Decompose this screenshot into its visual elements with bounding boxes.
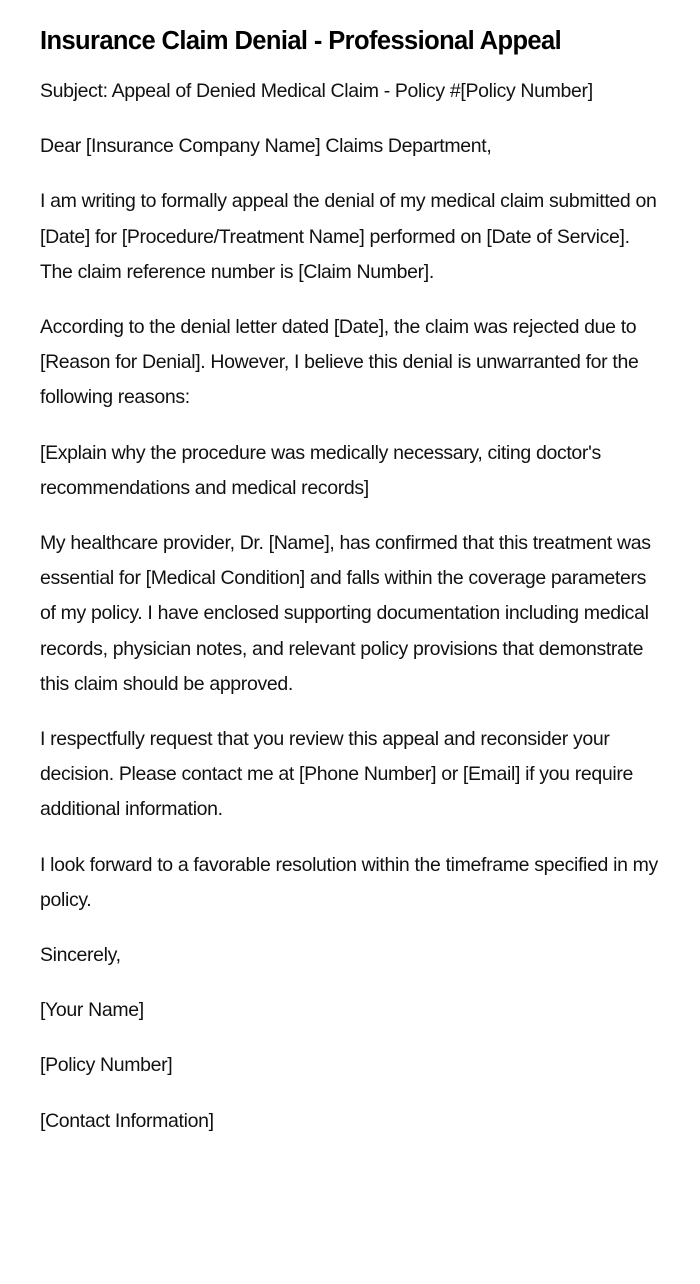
signature-contact-info: [Contact Information] [40, 1109, 214, 1132]
body-paragraph-denial-reason: According to the denial letter dated [Date], the claim was rejected due to [Reason for Denial]. However, I believe this denial is unwarranted for the following reasons: [40, 316, 639, 409]
document-title: Insurance Claim Denial - Professional Appeal [40, 27, 562, 55]
subject-line: Subject: Appeal of Denied Medical Claim - Policy #[Policy Number] [40, 80, 593, 102]
body-paragraph-request: I respectfully request that you review this appeal and reconsider your decision. Please contact me at [Phone Number] or [Email] if you require additional information. [40, 728, 633, 821]
signature-name: [Your Name] [40, 999, 144, 1022]
body-paragraph-provider: My healthcare provider, Dr. [Name], has confirmed that this treatment was essential for [Medical Condition] and falls within the coverage parameters of my policy. I have enclosed supporting documentation including medical records, physician notes, and relevant policy provisions that demonstrate this claim should be approved. [40, 532, 651, 695]
body-paragraph-explanation: [Explain why the procedure was medically necessary, citing doctor's recommendations and medical records] [40, 441, 601, 499]
body-paragraph-closing: I look forward to a favorable resolution within the timeframe specified in my policy. [40, 853, 658, 911]
body-paragraph-intro: I am writing to formally appeal the denial of my medical claim submitted on [Date] for [Procedure/Treatment Name] performed on [Date of Service]. The claim reference number is [Claim Number]. [40, 190, 657, 283]
signature-policy-number: [Policy Number] [40, 1054, 173, 1077]
sign-off: Sincerely, [40, 944, 121, 967]
salutation: Dear [Insurance Company Name] Claims Department, [40, 135, 492, 158]
